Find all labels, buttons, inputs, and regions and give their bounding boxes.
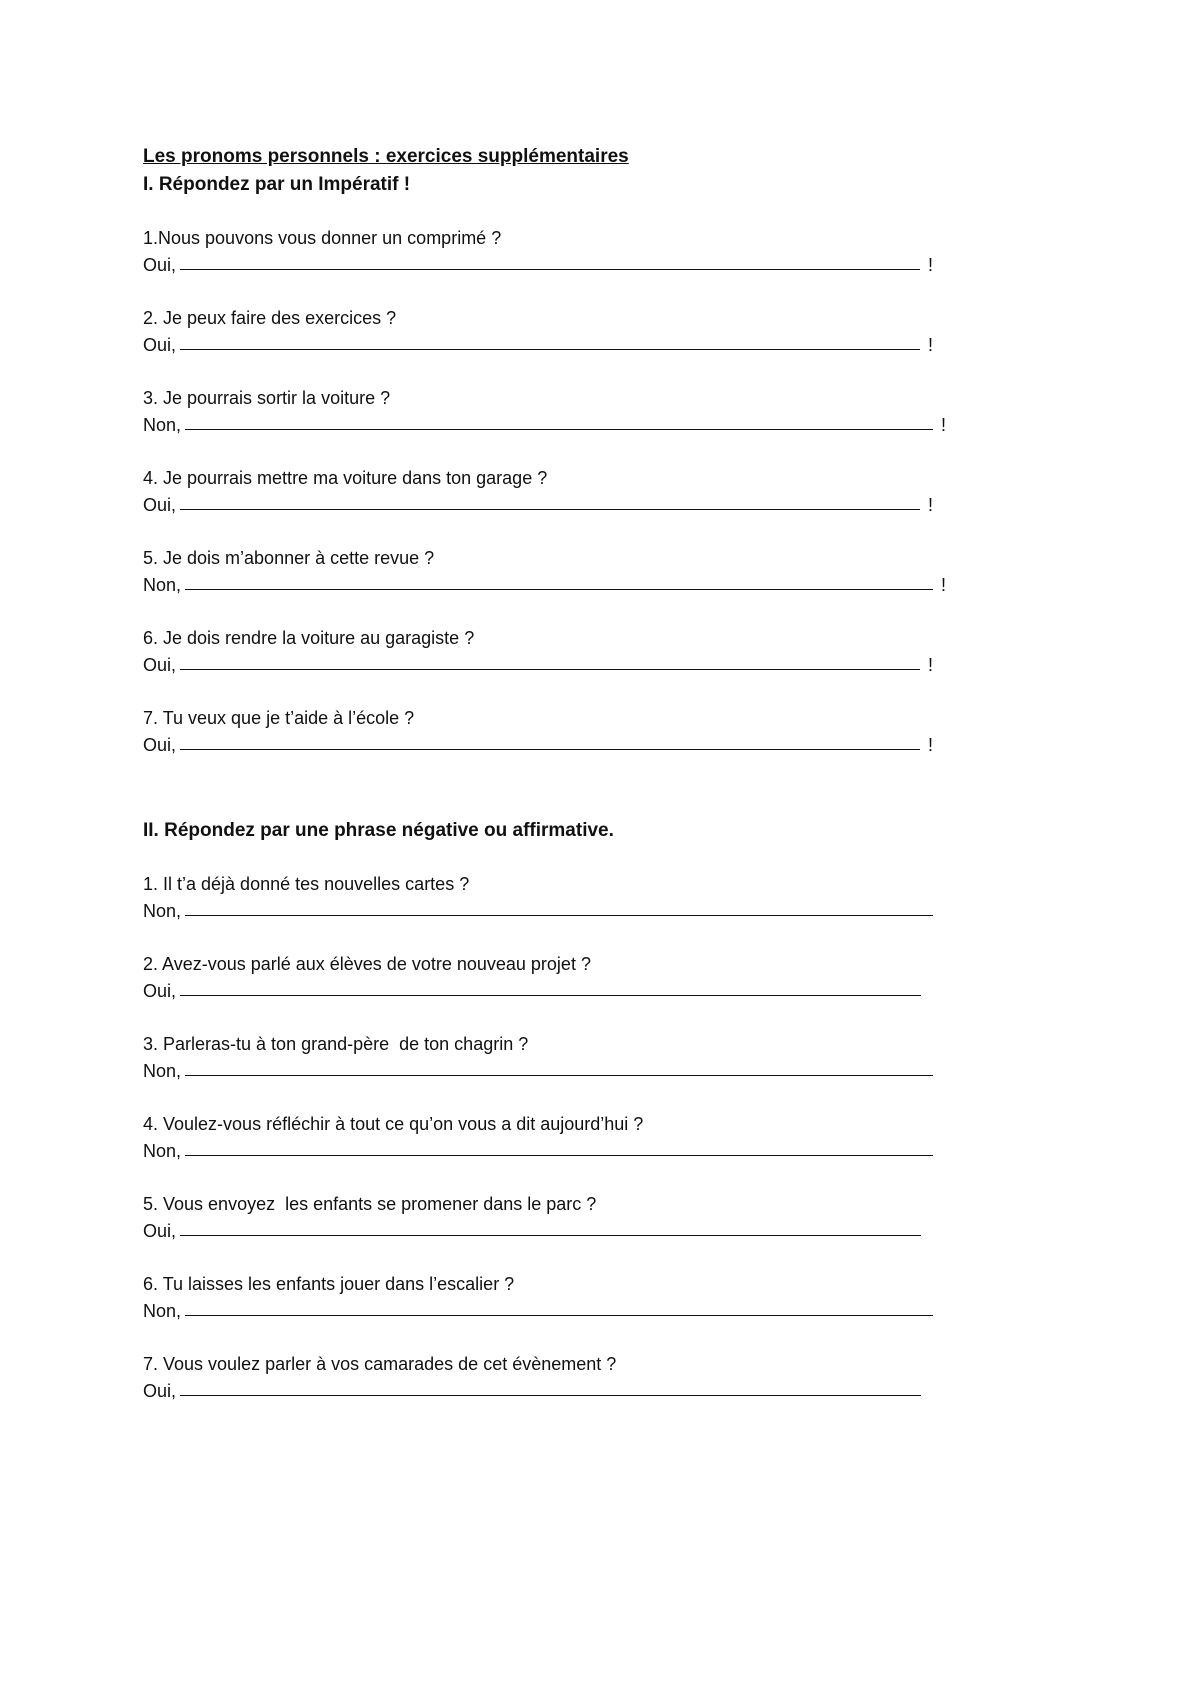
answer-prefix: Oui, [143,495,177,515]
answer-blank-line[interactable] [180,1234,921,1236]
question-text: 4. Je pourrais mettre ma voiture dans ton garage ? [143,468,548,488]
question-text: 1.Nous pouvons vous donner un comprimé ? [143,228,502,248]
answer-row [143,252,1043,279]
exercise-1-3 [143,385,1043,439]
exercise-2-3 [143,1031,1043,1085]
answer-prefix: Oui, [143,735,177,755]
answer-blank-line[interactable] [180,268,920,270]
exercise-1-5 [143,545,1043,599]
answer-blank-line[interactable] [180,994,921,996]
question-text: 5. Je dois m’abonner à cette revue ? [143,548,435,568]
question-text: 3. Parleras-tu à ton grand-père de ton chagrin ? [143,1034,529,1054]
exercise-2-4 [143,1111,1043,1165]
question-text: 2. Je peux faire des exercices ? [143,308,397,328]
answer-blank-line[interactable] [185,1074,933,1076]
answer-end-mark: ! [928,495,934,515]
answer-prefix: Oui, [143,1381,177,1401]
answer-end-mark: ! [928,735,934,755]
answer-end-mark: ! [928,255,934,275]
answer-prefix: Non, [143,901,182,921]
answer-blank-line[interactable] [180,1394,921,1396]
section-1-heading: I. Répondez par un Impératif ! [143,174,411,195]
answer-blank-line[interactable] [185,428,933,430]
answer-blank-line[interactable] [185,588,933,590]
answer-prefix: Non, [143,575,182,595]
exercise-1-7 [143,705,1043,759]
exercise-2-2 [143,951,1043,1005]
question-text: 5. Vous envoyez les enfants se promener dans le parc ? [143,1194,597,1214]
answer-prefix: Non, [143,1061,182,1081]
answer-prefix: Oui, [143,335,177,355]
exercise-2-1 [143,871,1043,925]
answer-prefix: Oui, [143,255,177,275]
document-title: Les pronoms personnels : exercices supplémentaires [143,146,629,167]
answer-prefix: Non, [143,1301,182,1321]
answer-end-mark: ! [928,335,934,355]
answer-end-mark: ! [941,575,947,595]
answer-row [143,1378,1043,1405]
answer-blank-line[interactable] [180,508,920,510]
question-text: 6. Tu laisses les enfants jouer dans l’escalier ? [143,1274,515,1294]
worksheet-content [143,143,1043,1405]
answer-prefix: Oui, [143,1221,177,1241]
answer-row [143,652,1043,679]
answer-row [143,1298,1043,1325]
answer-row [143,1058,1043,1085]
exercise-1-6 [143,625,1043,679]
answer-blank-line[interactable] [180,748,920,750]
answer-row [143,978,1043,1005]
answer-row [143,572,1043,599]
answer-row [143,412,1043,439]
exercise-2-5 [143,1191,1043,1245]
answer-blank-line[interactable] [180,348,920,350]
exercise-1-2 [143,305,1043,359]
question-text: 1. Il t’a déjà donné tes nouvelles cartes ? [143,874,470,894]
answer-row [143,1138,1043,1165]
answer-row [143,332,1043,359]
answer-end-mark: ! [941,415,947,435]
section-2-heading: II. Répondez par une phrase négative ou affirmative. [143,820,614,841]
exercise-2-6 [143,1271,1043,1325]
answer-end-mark: ! [928,655,934,675]
answer-blank-line[interactable] [185,914,933,916]
answer-row [143,898,1043,925]
question-text: 2. Avez-vous parlé aux élèves de votre nouveau projet ? [143,954,591,974]
answer-row [143,732,1043,759]
answer-prefix: Oui, [143,655,177,675]
answer-prefix: Non, [143,415,182,435]
exercise-2-7 [143,1351,1043,1405]
answer-blank-line[interactable] [185,1314,933,1316]
answer-row [143,1218,1043,1245]
question-text: 6. Je dois rendre la voiture au garagiste ? [143,628,475,648]
question-text: 3. Je pourrais sortir la voiture ? [143,388,391,408]
question-text: 4. Voulez-vous réfléchir à tout ce qu’on vous a dit aujourd’hui ? [143,1114,644,1134]
answer-blank-line[interactable] [185,1154,933,1156]
answer-row [143,492,1043,519]
answer-prefix: Oui, [143,981,177,1001]
question-text: 7. Vous voulez parler à vos camarades de cet évènement ? [143,1354,617,1374]
answer-blank-line[interactable] [180,668,920,670]
answer-prefix: Non, [143,1141,182,1161]
question-text: 7. Tu veux que je t’aide à l’école ? [143,708,415,728]
exercise-1-1 [143,225,1043,279]
exercise-1-4 [143,465,1043,519]
